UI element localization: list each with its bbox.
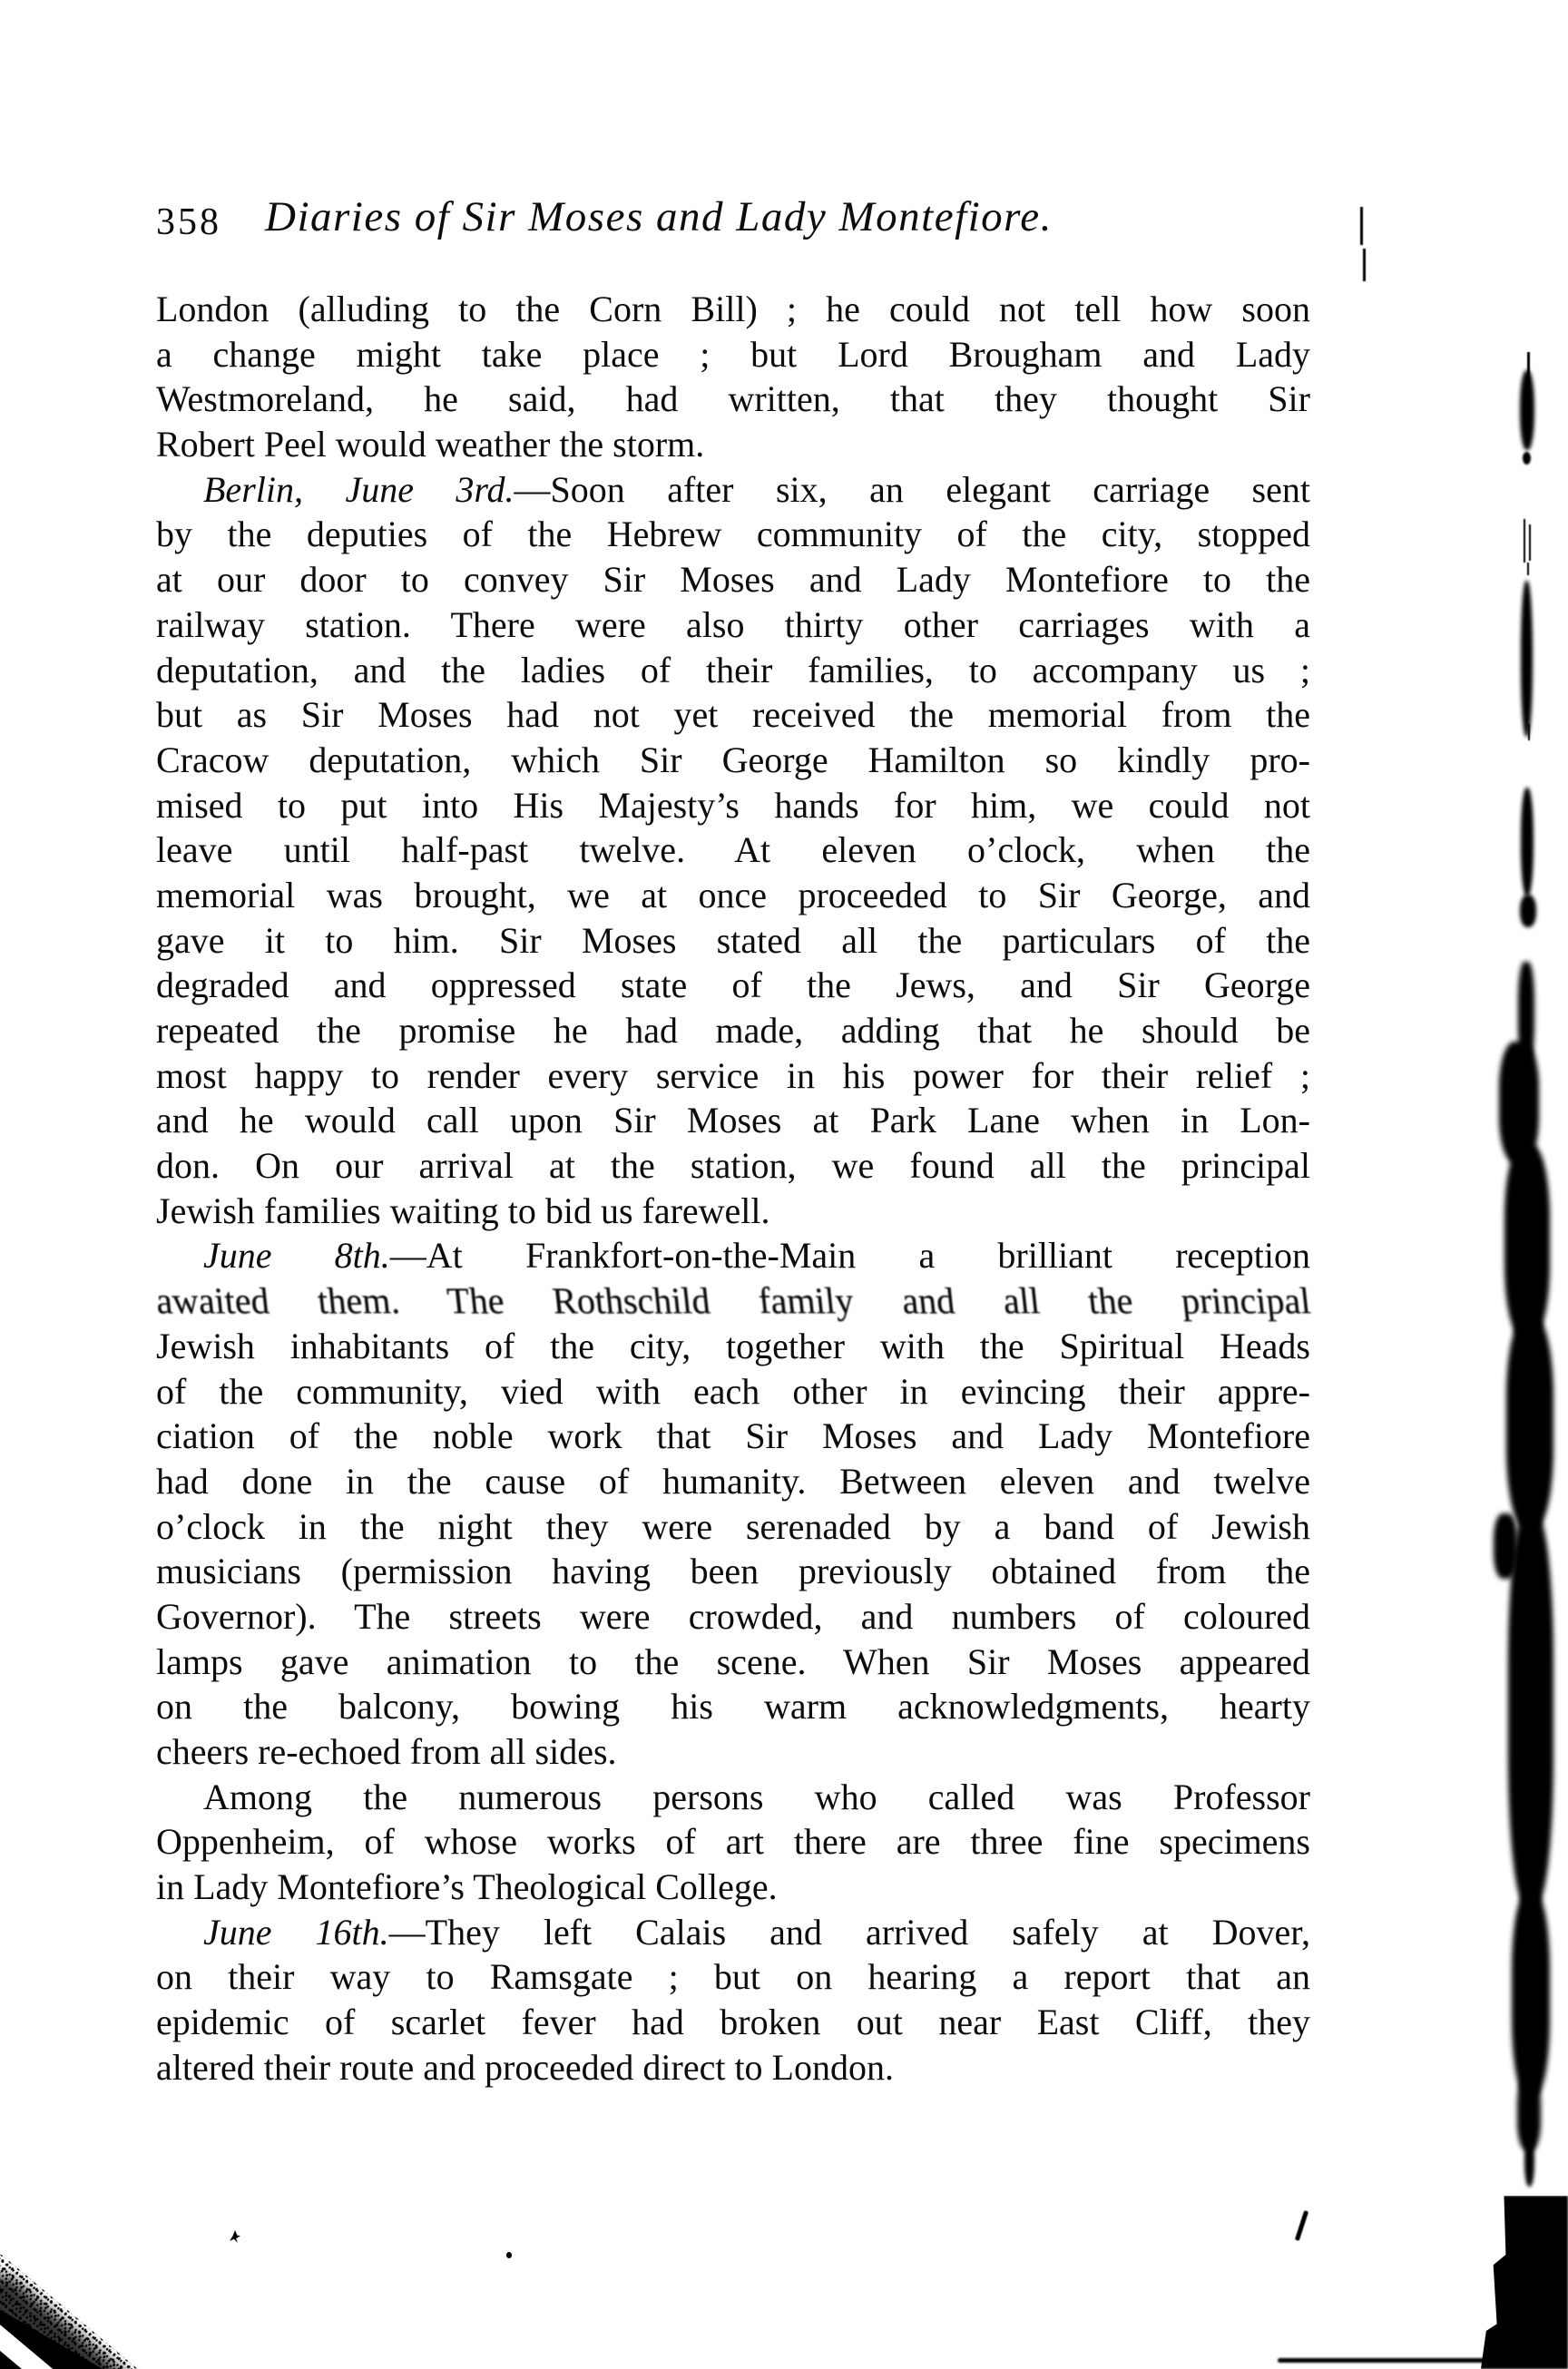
ink-streak (1521, 581, 1533, 737)
ink-stain-segment (1504, 1145, 1550, 1337)
text-line (156, 602, 1310, 648)
text-line (156, 287, 1310, 332)
ink-stroke (1360, 207, 1363, 245)
text-segment: cheers re-echoed from all sides. (156, 1731, 617, 1772)
text-segment: leave until half-past twelve. At eleven o’clock, when the (156, 829, 1310, 871)
date-lead: Berlin, June 3rd. (203, 468, 514, 510)
text-line (156, 918, 1310, 964)
text-segment: Jewish families waiting to bid us farewell. (156, 1189, 770, 1231)
text-line (156, 1459, 1310, 1504)
text-segment: degraded and oppressed state of the Jews, and Sir George (156, 964, 1310, 1006)
text-segment: Robert Peel would weather the storm. (156, 424, 705, 465)
page-text (153, 287, 1313, 2090)
ink-dot (506, 2252, 512, 2258)
ink-stain-tip (1524, 2134, 1534, 2187)
text-segment: Governor). The streets were crowded, and numbers of coloured (156, 1595, 1310, 1637)
text-line (156, 1910, 1310, 1955)
text-segment: and he would call upon Sir Moses at Park Lane when in Lon- (156, 1100, 1310, 1141)
text-segment: by the deputies of the Hebrew community of the city, stopped (156, 514, 1310, 555)
text-segment: Cracow deputation, which Sir George Hamilton so kindly pro- (156, 739, 1310, 780)
text-segment: lamps gave animation to the scene. When Sir Moses appeared (156, 1640, 1310, 1682)
text-segment: repeated the promise he had made, adding that he should be (156, 1010, 1310, 1051)
ink-tick (1295, 2210, 1308, 2241)
ink-stroke (1363, 249, 1366, 281)
text-segment: ciation of the noble work that Sir Moses and Lady Montefiore (156, 1415, 1310, 1457)
text-line (156, 1549, 1310, 1594)
text-line (156, 512, 1310, 557)
ink-fleck (1523, 452, 1531, 465)
text-line (156, 1143, 1310, 1189)
text-segment: gave it to him. Sir Moses stated all the particulars of the (156, 919, 1310, 961)
ink-streak (1521, 788, 1534, 896)
text-line (156, 1369, 1310, 1415)
text-segment: on their way to Ramsgate ; but on hearing a report that an (156, 1956, 1310, 1998)
text-line (156, 377, 1310, 422)
text-segment: —Soon after six, an elegant carriage sent (514, 468, 1310, 510)
ink-blob (1520, 895, 1536, 927)
text-segment: of the community, vied with each other in evincing their appre- (156, 1370, 1310, 1412)
text-segment: but as Sir Moses had not yet received the memorial from the (156, 694, 1310, 736)
text-segment: —At Frankfort-on-the-Main a brilliant reception (389, 1235, 1310, 1277)
text-line (153, 1278, 1312, 1325)
page-number: 358 (156, 201, 221, 243)
text-line (156, 1775, 1310, 1820)
text-line (156, 1324, 1310, 1369)
text-line (156, 1008, 1310, 1053)
text-line (156, 1504, 1310, 1550)
text-segment: memorial was brought, we at once proceeded to Sir George, and (156, 874, 1310, 915)
text-line (156, 1954, 1310, 2000)
text-line (156, 1233, 1310, 1278)
text-line (156, 1819, 1310, 1865)
text-line (156, 873, 1310, 918)
text-segment: awaited them. The Rothschild family and all the principal (153, 1279, 1313, 1322)
text-line (156, 1865, 1310, 1910)
text-segment: don. On our arrival at the station, we found all the principal (156, 1145, 1310, 1187)
text-line (156, 422, 1310, 467)
text-line (156, 1640, 1310, 1685)
text-segment: Jewish inhabitants of the city, together with the Spiritual Heads (156, 1325, 1310, 1366)
text-segment: a change might take place ; but Lord Brougham and Lady (156, 333, 1310, 375)
text-segment: o’clock in the night they were serenaded by a band of Jewish (156, 1505, 1310, 1547)
text-segment: musicians (permission having been previously obtained from the (156, 1551, 1310, 1592)
text-segment: most happy to render every service in his power for their relief ; (156, 1054, 1310, 1096)
date-lead: June 8th. (203, 1235, 390, 1277)
text-line (156, 827, 1310, 873)
text-line (156, 467, 1310, 513)
ink-fleck (230, 2230, 240, 2243)
text-line (156, 332, 1310, 377)
ink-stroke (1527, 563, 1529, 575)
text-line (156, 1098, 1310, 1143)
text-segment: Oppenheim, of whose works of art there are three fine specimens (156, 1821, 1310, 1863)
text-line (156, 1729, 1310, 1775)
ink-stain-segment (1512, 1893, 1550, 2096)
date-lead: June 16th. (203, 1911, 389, 1953)
text-segment: —They left Calais and arrived safely at Dover, (388, 1911, 1310, 1953)
ink-stroke (1524, 519, 1525, 563)
text-line (156, 1189, 1310, 1234)
text-line (156, 648, 1310, 693)
text-line (156, 692, 1310, 738)
text-line (156, 2000, 1310, 2045)
text-line (156, 738, 1310, 783)
text-line (156, 2045, 1310, 2090)
text-line (156, 1414, 1310, 1459)
text-segment: Westmoreland, he said, had written, that they thought Sir (156, 378, 1310, 420)
text-segment: Among the numerous persons who called was Professor (203, 1776, 1310, 1817)
text-segment: in Lady Montefiore’s Theological College. (156, 1866, 778, 1908)
text-segment: epidemic of scarlet fever had broken out near East Cliff, they (156, 2002, 1310, 2043)
text-segment: London (alluding to the Corn Bill) ; he could not tell how soon (156, 289, 1310, 329)
ink-stroke (1529, 524, 1531, 561)
ink-stain-segment (1506, 1317, 1553, 1528)
text-segment: on the balcony, bowing his warm acknowledgments, hearty (156, 1686, 1310, 1728)
ink-stain-segment (1508, 1513, 1553, 1905)
text-segment: mised to put into His Majesty’s hands for him, we could not (156, 784, 1310, 826)
text-line (156, 1594, 1310, 1640)
text-segment: altered their route and proceeded direct to London. (156, 2046, 894, 2088)
ink-streak (1520, 370, 1534, 450)
text-line (156, 963, 1310, 1008)
page-header (156, 192, 1310, 241)
text-line (156, 783, 1310, 828)
text-line (156, 1053, 1310, 1099)
ink-blob-bottom-right (1479, 2196, 1568, 2369)
text-line (156, 1684, 1310, 1729)
ink-stroke (1528, 724, 1530, 740)
text-segment: at our door to convey Sir Moses and Lady Montefiore to the (156, 559, 1310, 601)
text-segment: had done in the cause of humanity. Between eleven and twelve (156, 1460, 1310, 1502)
ink-baseline-bottom (1278, 2358, 1486, 2363)
text-segment: deputation, and the ladies of their families, to accompany us ; (156, 649, 1310, 690)
running-title: Diaries of Sir Moses and Lady Montefiore. (265, 193, 1053, 240)
text-line (156, 557, 1310, 602)
text-segment: railway station. There were also thirty other carriages with a (156, 603, 1310, 645)
